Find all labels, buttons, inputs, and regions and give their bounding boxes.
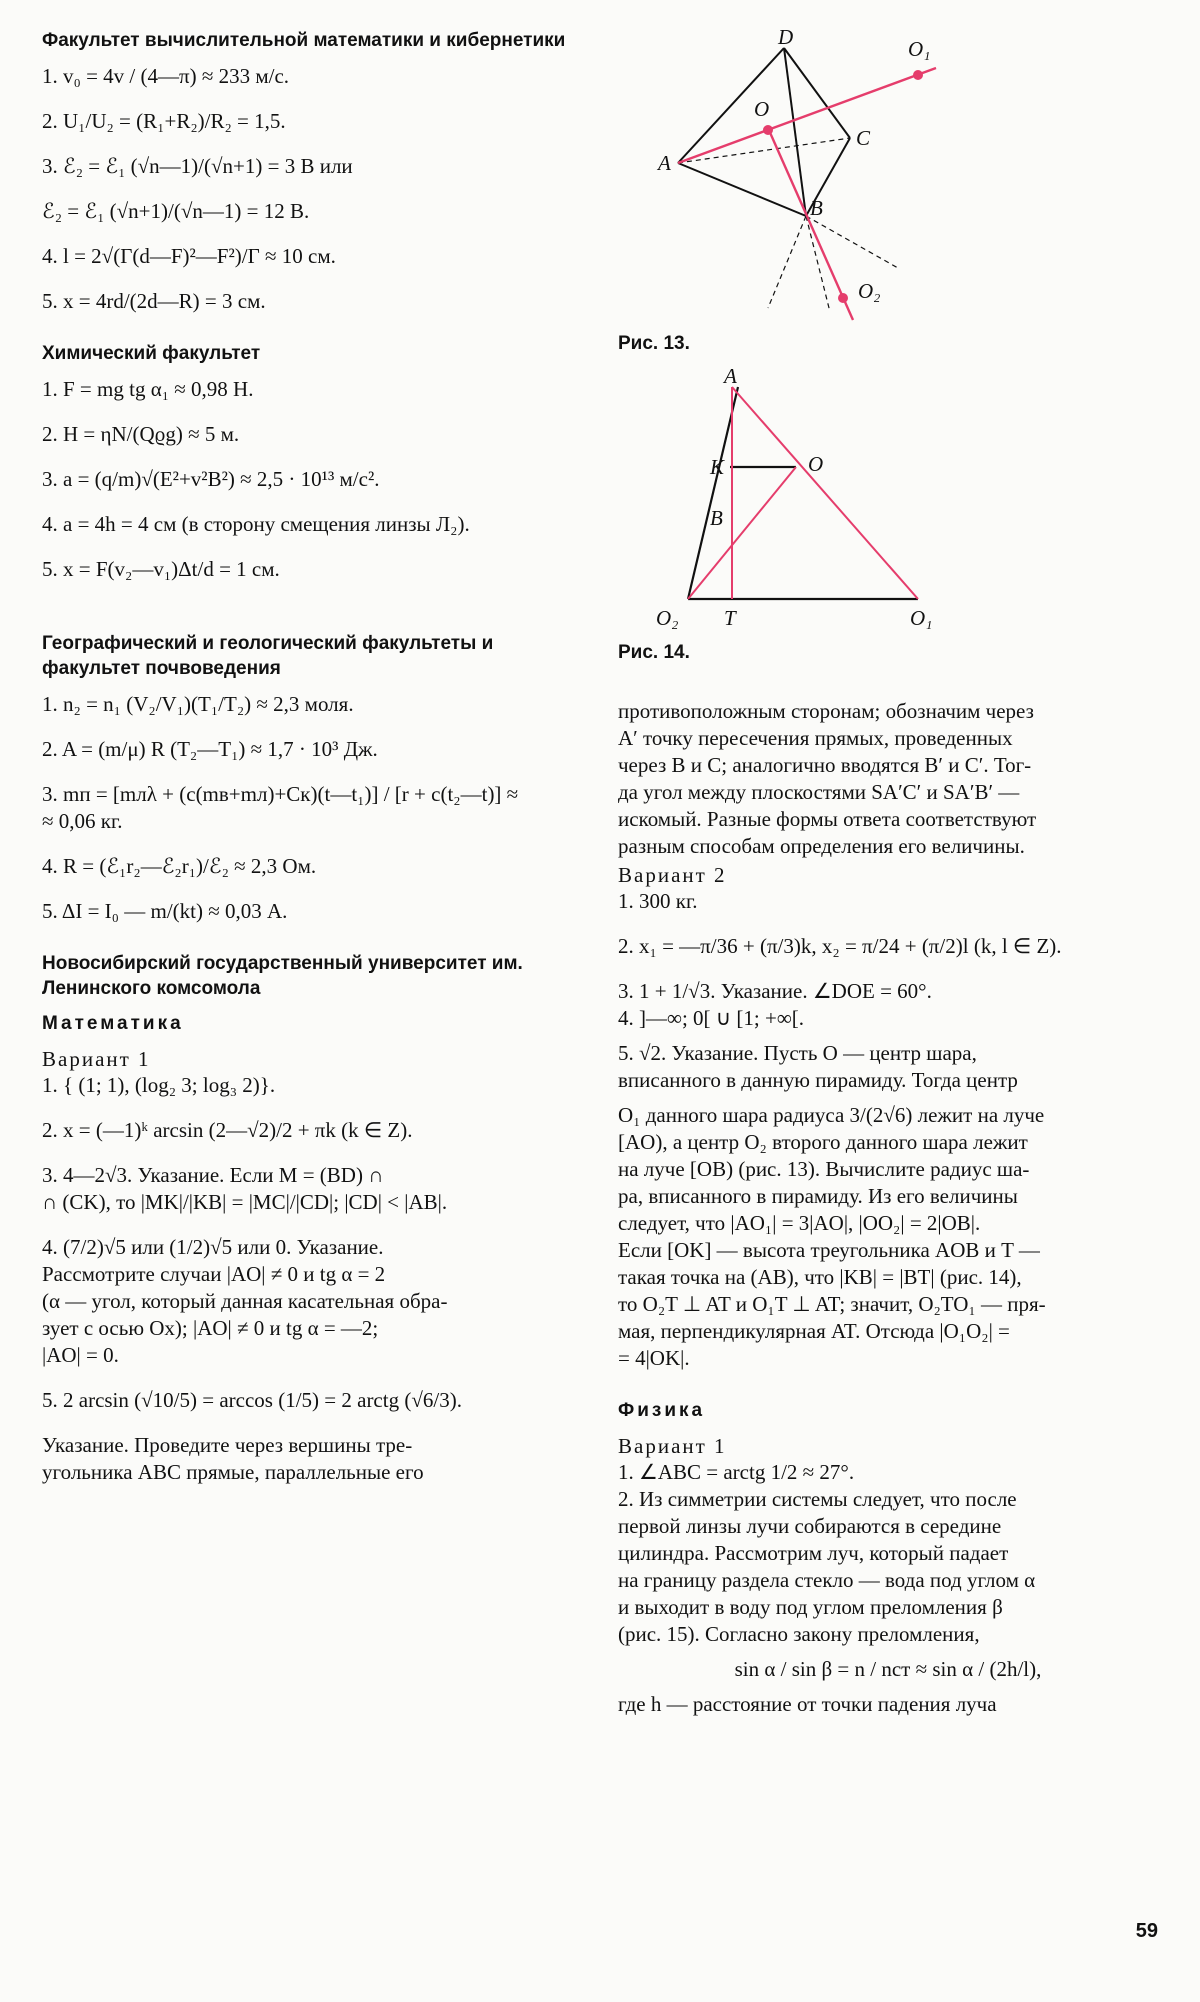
- answer-line: 1. v₀ = 4v / (4—π) ≈ 233 м/с.: [42, 64, 290, 88]
- figure-13-drawing: [618, 28, 938, 328]
- answer-line: 5. 2 arcsin (√10/5) = arccos (1/5) = 2 arctg (√6/3).: [42, 1388, 462, 1412]
- answer-line: 1. { (1; 1), (log₂ 3; log₃ 2)}.: [42, 1073, 276, 1097]
- answer-line: 1. n₂ = n₁ (V₂/V₁)(T₁/T₂) ≈ 2,3 моля.: [42, 692, 354, 716]
- text-line: противоположным сторонам; обозначим через: [618, 699, 1034, 723]
- answer-line: где h — расстояние от точки падения луча: [618, 1692, 997, 1716]
- answer-line: и выходит в воду под углом преломления β: [618, 1595, 1003, 1619]
- figure-14-drawing: [618, 367, 958, 637]
- answer-line: ра, вписанного в пирамиду. Из его величины: [618, 1184, 1018, 1208]
- answer-line: 5. x = 4rd/(2d—R) = 3 см.: [42, 289, 266, 313]
- label-O2: O₂: [858, 279, 881, 303]
- answer-line: ≈ 0,06 кг.: [42, 809, 123, 833]
- answer-line: 1. 300 кг.: [618, 889, 698, 913]
- section-heading-vmk: Факультет вычислительной математики и кибернетики: [42, 30, 566, 51]
- answer-line: sin α / sin β = n / nст ≈ sin α / (2h/l),: [734, 1657, 1042, 1681]
- answer-line: |AO| = 0.: [42, 1343, 119, 1367]
- label-O: O: [808, 452, 824, 476]
- answer-line: 2. H = ηN/(Qϱg) ≈ 5 м.: [42, 422, 240, 446]
- edge-AC-hidden: [678, 138, 850, 163]
- variant-label: Вариант 1: [42, 1047, 151, 1071]
- answer-line: 2. U₁/U₂ = (R₁+R₂)/R₂ = 1,5.: [42, 109, 286, 133]
- figure-13: [618, 28, 1158, 355]
- answer-line: 4. l = 2√(Γ(d—F)²—F²)/Γ ≈ 10 см.: [42, 244, 336, 268]
- section-heading-chemistry: Химический факультет: [42, 343, 261, 364]
- label-K: K: [710, 455, 725, 479]
- figure-14-caption: Рис. 14.: [618, 642, 690, 663]
- label-D: D: [778, 28, 794, 49]
- figure-14: [618, 367, 1158, 664]
- text-line: A′ точку пересечения прямых, проведенных: [618, 726, 1013, 750]
- answer-line: вписанного в данную пирамиду. Тогда центр: [618, 1068, 1018, 1092]
- answer-line: 4. (7/2)√5 или (1/2)√5 или 0. Указание.: [42, 1235, 384, 1259]
- answer-line: 3. 1 + 1/√3. Указание. ∠DOE = 60°.: [618, 979, 932, 1003]
- answer-line: 2. A = (m/μ) R (T₂—T₁) ≈ 1,7 · 10³ Дж.: [42, 737, 378, 761]
- label-B: B: [810, 196, 823, 220]
- answer-line: O₁ данного шара радиуса 3/(2√6) лежит на луче: [618, 1103, 1045, 1127]
- answer-line: 3. mп = [mлλ + (c(mв+mл)+Cк)(t—t₁)] / [r + c(t₂—t)] ≈: [42, 782, 519, 806]
- section-heading-nsu: Новосибирский государственный университет им. Ленинского комсомола: [42, 953, 523, 999]
- answer-line: (α — угол, который данная касательная обра-: [42, 1289, 448, 1313]
- extension-1: [768, 216, 806, 308]
- answer-line: 5. ΔI = I₀ — m/(kt) ≈ 0,03 А.: [42, 899, 288, 923]
- variant-label: Вариант 1: [618, 1434, 727, 1458]
- extension-3: [806, 216, 898, 268]
- label-C: C: [856, 126, 871, 150]
- page-number: 59: [1135, 1920, 1158, 1942]
- label-O1: O₁: [908, 37, 931, 61]
- answer-line: 2. Из симметрии системы следует, что после: [618, 1487, 1017, 1511]
- label-O2: O₂: [656, 606, 679, 630]
- answer-line: 1. F = mg tg α₁ ≈ 0,98 Н.: [42, 377, 254, 401]
- subheading-mathematics: Математика: [42, 1013, 184, 1034]
- answer-line: Указание. Проведите через вершины тре-: [42, 1433, 413, 1457]
- answer-line: Если [OK] — высота треугольника AOB и T —: [618, 1238, 1040, 1262]
- answer-line: 3. 4—2√3. Указание. Если M = (BD) ∩: [42, 1163, 384, 1187]
- answer-line: следует, что |AO₁| = 3|AO|, |OO₂| = 2|OB|.: [618, 1211, 981, 1235]
- point-O2: [838, 293, 848, 303]
- label-T: T: [724, 606, 736, 630]
- right-column: [618, 28, 1158, 1718]
- answer-line: 4. ]—∞; 0[ ∪ [1; +∞[.: [618, 1006, 805, 1030]
- text-line: искомый. Разные формы ответа соответствуют: [618, 807, 1037, 831]
- answer-line: 5. x = F(v₂—v₁)Δt/d = 1 см.: [42, 557, 280, 581]
- variant-label: Вариант 2: [618, 863, 727, 887]
- text-line: через B и C; аналогично вводятся B′ и C′. Тог-: [618, 753, 1032, 777]
- label-A: A: [724, 367, 737, 388]
- answer-line: на луче [OB) (рис. 13). Вычислите радиус ша-: [618, 1157, 1030, 1181]
- label-A: A: [658, 151, 671, 175]
- answer-line: зует с осью Ox); |AO| ≠ 0 и tg α = —2;: [42, 1316, 379, 1340]
- ray-AO: [678, 68, 936, 163]
- label-O: O: [754, 97, 770, 121]
- answer-line: цилиндра. Рассмотрим луч, который падает: [618, 1541, 1009, 1565]
- answer-line: угольника ABC прямые, параллельные его: [42, 1460, 424, 1484]
- answer-line: 4. a = 4h = 4 см (в сторону смещения линзы Л₂).: [42, 512, 470, 536]
- answer-line: 1. ∠ABC = arctg 1/2 ≈ 27°.: [618, 1460, 855, 1484]
- answer-line: 2. x = (—1)ᵏ arcsin (2—√2)/2 + πk (k ∈ Z).: [42, 1118, 413, 1142]
- label-O1: O₁: [910, 606, 933, 630]
- answer-line: ℰ₂ = ℰ₁ (√n+1)/(√n—1) = 12 В.: [42, 199, 310, 223]
- answer-line: (рис. 15). Согласно закону преломления,: [618, 1622, 980, 1646]
- extension-2: [806, 216, 830, 312]
- label-B: B: [710, 506, 723, 530]
- answer-line: 2. x₁ = —π/36 + (π/3)k, x₂ = π/24 + (π/2)l (k, l ∈ Z).: [618, 934, 1062, 958]
- point-O1: [913, 70, 923, 80]
- line-AO1: [732, 387, 918, 599]
- answer-line: = 4|OK|.: [618, 1346, 690, 1370]
- answer-line: 5. √2. Указание. Пусть O — центр шара,: [618, 1041, 977, 1065]
- answer-line: [AO), а центр O₂ второго данного шара лежит: [618, 1130, 1028, 1154]
- point-O: [763, 125, 773, 135]
- answer-line: 4. R = (ℰ₁r₂—ℰ₂r₁)/ℰ₂ ≈ 2,3 Ом.: [42, 854, 317, 878]
- answer-line: такая точка на (AB), что |KB| = |BT| (рис. 14),: [618, 1265, 1022, 1289]
- answer-line: 3. ℰ₂ = ℰ₁ (√n—1)/(√n+1) = 3 В или: [42, 154, 353, 178]
- figure-13-caption: Рис. 13.: [618, 333, 690, 354]
- left-column: [42, 28, 582, 1486]
- answer-line: 3. a = (q/m)√(E²+v²B²) ≈ 2,5 · 10¹³ м/с².: [42, 467, 380, 491]
- section-heading-geography: Географический и геологический факультеты и факультет почвоведения: [42, 633, 494, 679]
- text-line: разным способам определения его величины.: [618, 834, 1025, 858]
- answer-line: первой линзы лучи собираются в середине: [618, 1514, 1002, 1538]
- answer-line: ∩ (CK), то |MK|/|KB| = |MC|/|CD|; |CD| < |AB|.: [42, 1190, 448, 1214]
- subheading-physics: Физика: [618, 1400, 706, 1421]
- answer-line: Рассмотрите случаи |AO| ≠ 0 и tg α = 2: [42, 1262, 386, 1286]
- answer-line: мая, перпендикулярная AT. Отсюда |O₁O₂| =: [618, 1319, 1010, 1343]
- answer-line: на границу раздела стекло — вода под углом α: [618, 1568, 1036, 1592]
- text-line: да угол между плоскостями SA′C′ и SA′B′ —: [618, 780, 1020, 804]
- answer-line: то O₂T ⊥ AT и O₁T ⊥ AT; значит, O₂TO₁ — пря-: [618, 1292, 1046, 1316]
